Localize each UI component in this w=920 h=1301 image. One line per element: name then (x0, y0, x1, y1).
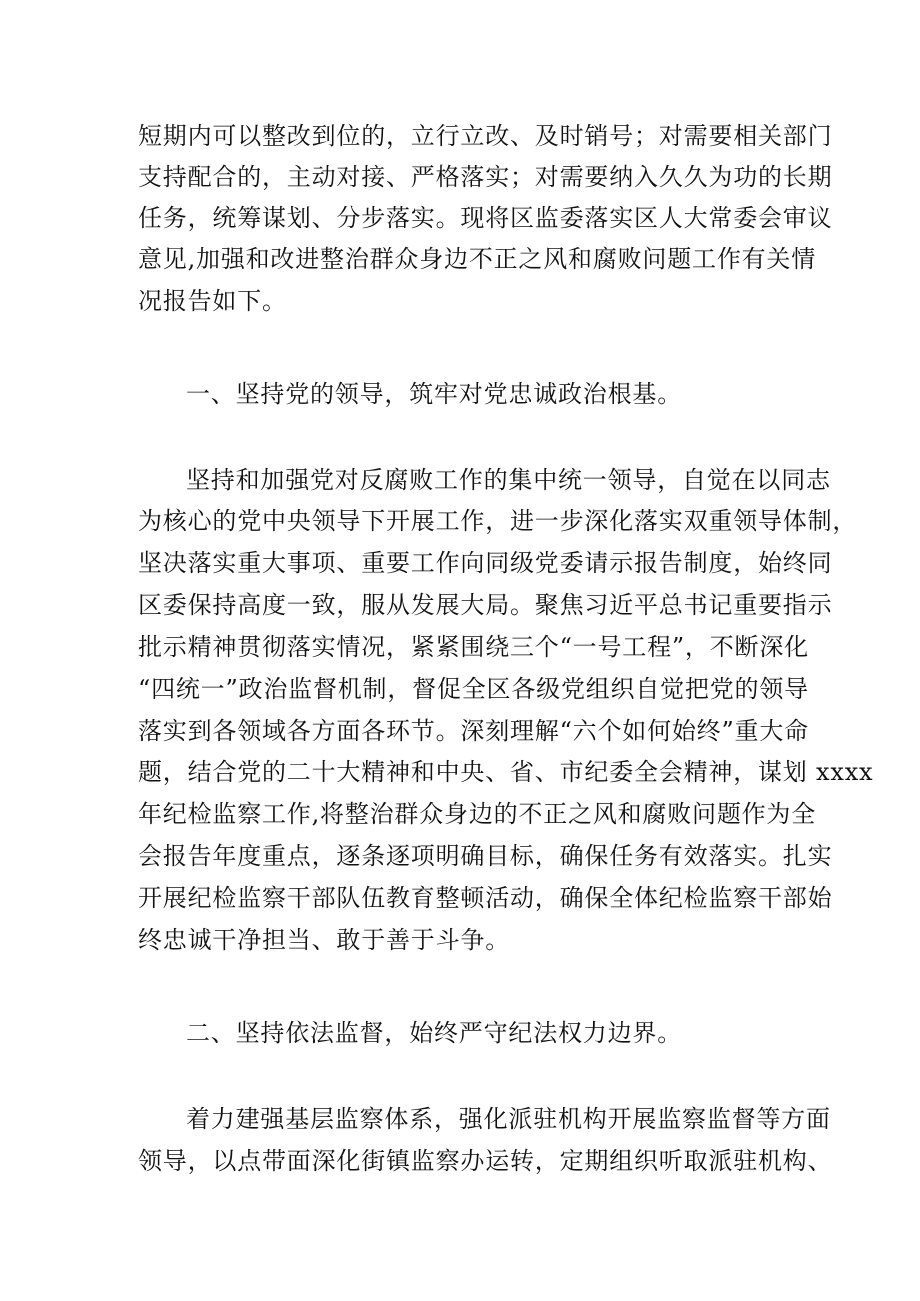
intro-line: 况报告如下。 (138, 287, 287, 315)
section-1-line: 为核心的党中央领导下开展工作，进一步深化落实双重领导体制， (138, 507, 858, 535)
section-1-line: 区委保持高度一致，服从发展大局。聚焦习近平总书记重要指示 (138, 591, 833, 619)
section-1-line: 落实到各领域各方面各环节。深刻理解“六个如何始终”重大命 (138, 717, 809, 745)
section-heading-2: 二、坚持依法监督，始终严守纪法权力边界。 (186, 1019, 682, 1047)
section-1-line: “四统一”政治监督机制，督促全区各级党组织自觉把党的领导 (138, 675, 809, 703)
intro-line: 短期内可以整改到位的，立行立改、及时销号；对需要相关部门 (138, 122, 833, 150)
section-1-line: 坚决落实重大事项、重要工作向同级党委请示报告制度，始终同 (138, 549, 833, 577)
section-1-line: 终忠诚干净担当、敢于善于斗争。 (138, 926, 510, 954)
section-1-line: 年纪检监察工作,将整治群众身边的不正之风和腐败问题作为全 (138, 800, 817, 828)
intro-line: 任务，统筹谋划、分步落实。现将区监委落实区人大常委会审议 (138, 204, 833, 232)
section-1-line: 坚持和加强党对反腐败工作的集中统一领导，自觉在以同志 (186, 466, 831, 494)
intro-line: 支持配合的，主动对接、严格落实；对需要纳入久久为功的长期 (138, 163, 833, 191)
section-2-line: 领导，以点带面深化街镇监察办运转，定期组织听取派驻机构、 (138, 1147, 833, 1175)
section-1-line: 批示精神贯彻落实情况，紧紧围绕三个“一号工程”，不断深化 (138, 633, 809, 661)
section-1-line: 会报告年度重点，逐条逐项明确目标，确保任务有效落实。扎实 (138, 842, 833, 870)
section-2-line: 着力建强基层监察体系，强化派驻机构开展监察监督等方面 (186, 1105, 831, 1133)
section-heading-1: 一、坚持党的领导，筑牢对党忠诚政治根基。 (186, 380, 682, 408)
intro-line: 意见,加强和改进整治群众身边不正之风和腐败问题工作有关情 (138, 245, 817, 273)
section-1-line: 题，结合党的二十大精神和中央、省、市纪委全会精神，谋划 xxxx (138, 758, 874, 786)
section-1-line: 开展纪检监察干部队伍教育整顿活动，确保全体纪检监察干部始 (138, 884, 833, 912)
